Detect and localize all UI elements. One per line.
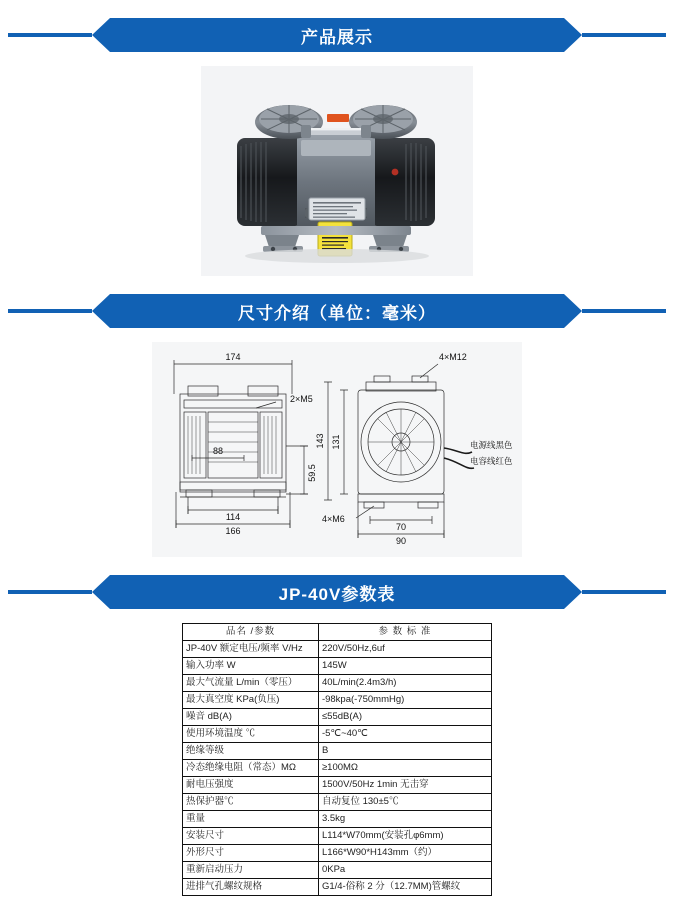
spec-table <box>182 623 492 896</box>
dim-m12: 4×M12 <box>439 352 467 362</box>
spec-value: 0KPa <box>318 862 491 879</box>
banner-tail-right-3 <box>582 590 666 594</box>
spec-value: 220V/50Hz,6uf <box>318 641 491 658</box>
table-row <box>183 641 492 658</box>
table-row <box>183 845 492 862</box>
spec-header-name: 品名 /参数 <box>183 624 319 641</box>
spec-key: 冷态绝缘电阻（常态）MΩ <box>183 760 319 777</box>
spec-key: 输入功率 W <box>183 658 319 675</box>
spec-value: -5℃~40℃ <box>318 726 491 743</box>
spec-value: L166*W90*H143mm（约） <box>318 845 491 862</box>
spec-value: B <box>318 743 491 760</box>
table-row <box>183 862 492 879</box>
spec-key: 安装尺寸 <box>183 828 319 845</box>
section-title-params: JP-40V参数表 <box>278 584 396 604</box>
spec-key: 最大气流量 L/min（零压） <box>183 675 319 692</box>
dim-m5: 2×M5 <box>290 394 313 404</box>
banner-dimensions <box>110 294 564 328</box>
table-row <box>183 777 492 794</box>
table-row <box>183 794 492 811</box>
dimension-drawing <box>152 342 522 557</box>
spec-key: JP-40V 额定电压/频率 V/Hz <box>183 641 319 658</box>
spec-key: 耐电压强度 <box>183 777 319 794</box>
dim-w90: 90 <box>395 536 407 546</box>
section-params <box>0 575 674 609</box>
dim-m6: 4×M6 <box>322 514 345 524</box>
spec-key: 外形尺寸 <box>183 845 319 862</box>
dim-bottom-width-2: 166 <box>225 526 241 536</box>
product-datasheet-page <box>0 18 674 921</box>
spec-header-value: 参 数 标 准 <box>318 624 491 641</box>
spec-table-wrapper <box>182 623 492 896</box>
spec-key: 最大真空度 KPa(负压) <box>183 692 319 709</box>
spec-key: 进排气孔螺纹规格 <box>183 879 319 896</box>
banner-tail-right <box>582 33 666 37</box>
table-row <box>183 726 492 743</box>
dim-59-5: 59.5 <box>307 464 317 482</box>
dim-w70: 70 <box>395 522 407 532</box>
dimension-drawing-svg <box>152 342 522 557</box>
spec-key: 使用环境温度 ℃ <box>183 726 319 743</box>
table-row <box>183 879 492 896</box>
spec-key: 重量 <box>183 811 319 828</box>
product-photo-illustration <box>201 66 473 276</box>
label-wire-black: 电源线黑色 <box>470 440 513 450</box>
spec-table-header-row <box>183 624 492 641</box>
spec-value: G1/4-俗称 2 分（12.7MM)管螺纹 <box>318 879 491 896</box>
dim-bottom-width-1: 114 <box>225 512 241 522</box>
label-wire-red: 电容线红色 <box>470 456 513 466</box>
dim-131: 131 <box>331 434 341 450</box>
spec-key: 绝缘等级 <box>183 743 319 760</box>
spec-value: 145W <box>318 658 491 675</box>
spec-key: 重新启动压力 <box>183 862 319 879</box>
spec-key: 热保护器℃ <box>183 794 319 811</box>
spec-key: 噪音 dB(A) <box>183 709 319 726</box>
table-row <box>183 709 492 726</box>
spec-value: -98kpa(-750mmHg) <box>318 692 491 709</box>
dim-inner-width: 88 <box>212 446 224 456</box>
spec-value: ≥100MΩ <box>318 760 491 777</box>
section-dimensions <box>0 294 674 328</box>
spec-value: 1500V/50Hz 1min 无击穿 <box>318 777 491 794</box>
table-row <box>183 692 492 709</box>
table-row <box>183 811 492 828</box>
spec-value: 3.5kg <box>318 811 491 828</box>
product-photo <box>201 66 473 276</box>
dim-top-width: 174 <box>225 352 241 362</box>
table-row <box>183 828 492 845</box>
spec-value: L114*W70mm(安装孔φ6mm) <box>318 828 491 845</box>
spec-value: ≤55dB(A) <box>318 709 491 726</box>
banner-product-show <box>110 18 564 52</box>
section-title-product-show: 产品展示 <box>301 27 373 47</box>
spec-table-body <box>183 641 492 896</box>
banner-tail-left-3 <box>8 590 92 594</box>
spec-value: 40L/min(2.4m3/h) <box>318 675 491 692</box>
table-row <box>183 658 492 675</box>
banner-tail-left-2 <box>8 309 92 313</box>
section-product-show <box>0 18 674 52</box>
banner-tail-left <box>8 33 92 37</box>
banner-params <box>110 575 564 609</box>
spec-value: 自动复位 130±5℃ <box>318 794 491 811</box>
table-row <box>183 675 492 692</box>
table-row <box>183 760 492 777</box>
dim-143: 143 <box>315 433 325 449</box>
table-row <box>183 743 492 760</box>
section-title-dimensions: 尺寸介绍（单位：毫米） <box>238 303 436 323</box>
banner-tail-right-2 <box>582 309 666 313</box>
